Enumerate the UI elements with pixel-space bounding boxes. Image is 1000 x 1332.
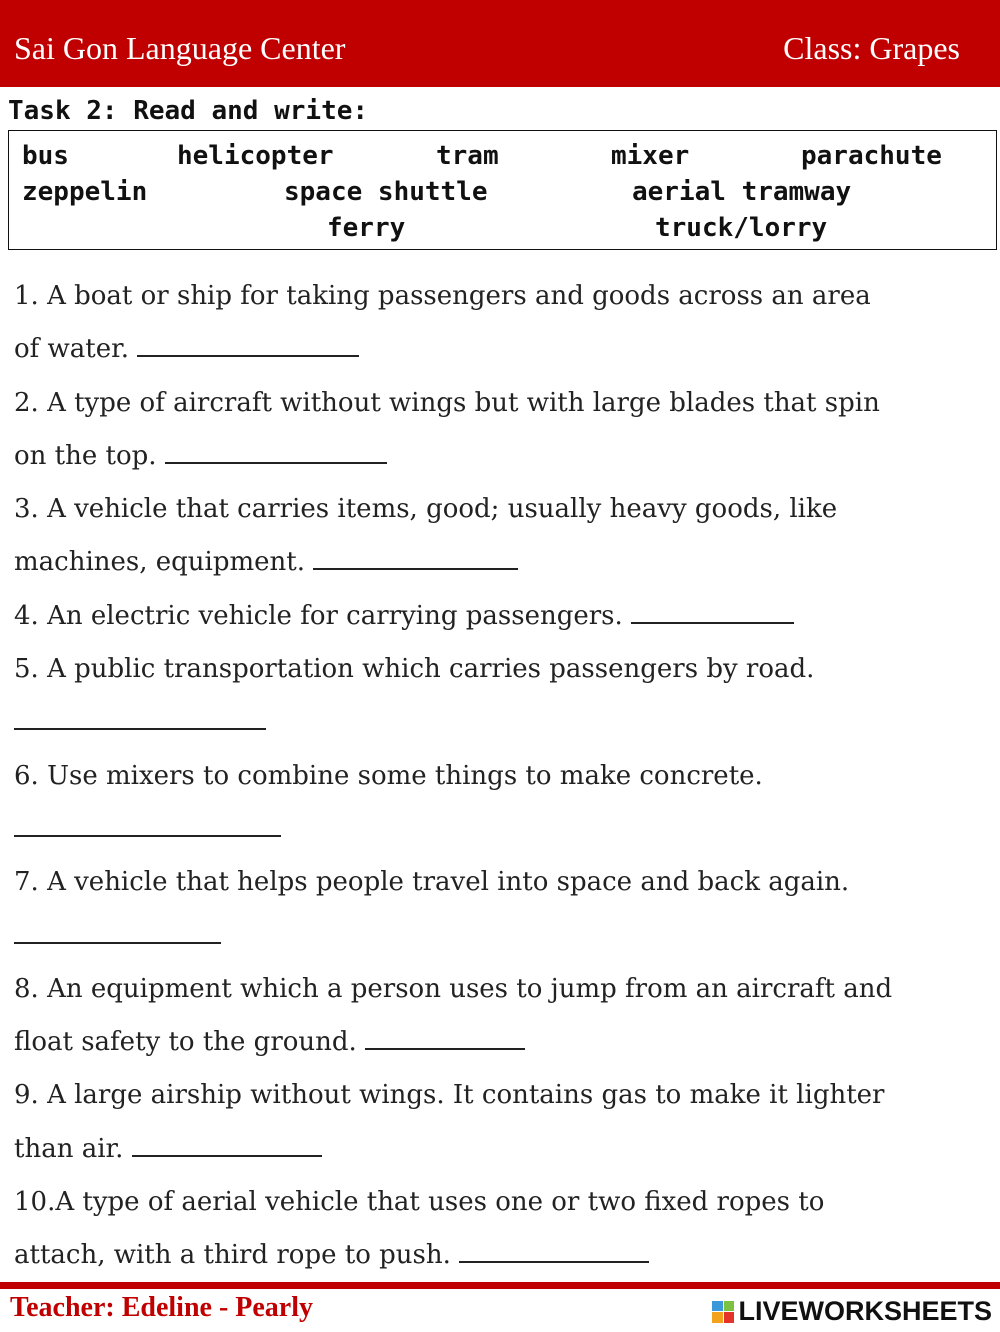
header-bar bbox=[0, 0, 1000, 87]
brand-logo[interactable] bbox=[712, 1296, 992, 1327]
word-bank bbox=[8, 130, 997, 250]
word-bank-item: tram bbox=[436, 141, 499, 171]
center-name: Sai Gon Language Center bbox=[14, 30, 346, 66]
word-bank-item: ferry bbox=[327, 213, 406, 243]
task-title: Task 2: Read and write: bbox=[8, 96, 369, 126]
word-bank-item: truck/lorry bbox=[655, 213, 828, 243]
footer-divider bbox=[0, 1282, 1000, 1289]
answer-blank-10[interactable] bbox=[459, 1237, 649, 1263]
question-5: 5. A public transportation which carries passengers by road. bbox=[14, 654, 815, 685]
word-bank-item: aerial tramway bbox=[632, 177, 852, 207]
class-label: Class: Grapes bbox=[783, 30, 960, 66]
word-bank-item: helicopter bbox=[177, 141, 334, 171]
question-9: 9. A large airship without wings. It contains gas to make it lighter bbox=[14, 1080, 885, 1111]
word-bank-item: space shuttle bbox=[284, 177, 488, 207]
question-8: 8. An equipment which a person uses to jump from an aircraft and bbox=[14, 973, 893, 1004]
question-list: 1. A boat or ship for taking passengers and goods across an area of water. 2. A type of aircraft without wings but with large blades that spin on the top. 3. A vehicle that carries items, good; usually heavy goods, like machines, equipment. 4. An electric vehicle for carrying passengers. 5. A public transportation which carries passengers by road. 6. Use mixers to combine some things to make concrete. 7. A vehicle that helps people travel into space and back again. 8. An equipment which a person uses to jump from an aircraft and float safety to the ground. 9. A large airship without wings. It contains gas to make it lighter than air. 10.A type of aerial vehicle that uses one or two fixed ropes to attach, with a third rope to push. bbox=[14, 270, 994, 1283]
word-bank-item: bus bbox=[22, 141, 69, 171]
answer-blank-5[interactable] bbox=[14, 704, 266, 730]
answer-blank-8[interactable] bbox=[365, 1024, 525, 1050]
teacher-name: Teacher: Edeline - Pearly bbox=[10, 1292, 314, 1323]
brand-name: LIVEWORKSHEETS bbox=[738, 1296, 992, 1326]
word-bank-item: zeppelin bbox=[22, 177, 148, 207]
answer-blank-2[interactable] bbox=[165, 438, 387, 464]
answer-blank-1[interactable] bbox=[137, 331, 359, 357]
question-6: 6. Use mixers to combine some things to make concrete. bbox=[14, 760, 763, 791]
answer-blank-4[interactable] bbox=[631, 598, 794, 624]
answer-blank-9[interactable] bbox=[132, 1131, 322, 1157]
question-1: 1. A boat or ship for taking passengers and goods across an area bbox=[14, 281, 871, 311]
question-10: 10.A type of aerial vehicle that uses one or two fixed ropes to bbox=[14, 1187, 825, 1218]
answer-blank-7[interactable] bbox=[14, 918, 221, 944]
answer-blank-6[interactable] bbox=[14, 811, 281, 837]
question-3: 3. A vehicle that carries items, good; usually heavy goods, like bbox=[14, 494, 838, 525]
question-7: 7. A vehicle that helps people travel into space and back again. bbox=[14, 867, 850, 898]
word-bank-item: parachute bbox=[801, 141, 942, 171]
question-4: 4. An electric vehicle for carrying passengers. bbox=[14, 590, 994, 643]
liveworksheets-logo-icon bbox=[712, 1301, 734, 1323]
answer-blank-3[interactable] bbox=[313, 544, 518, 570]
word-bank-item: mixer bbox=[611, 141, 690, 171]
question-2: 2. A type of aircraft without wings but with large blades that spin bbox=[14, 387, 880, 418]
